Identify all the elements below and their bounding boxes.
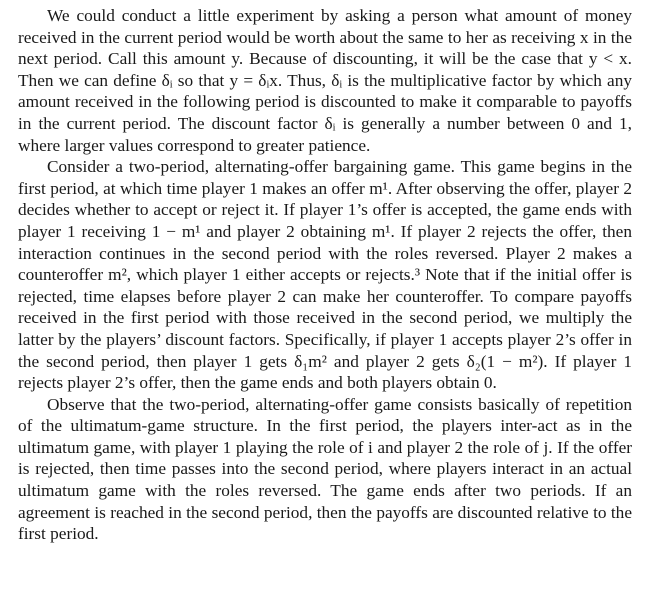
paragraph-discounting: We could conduct a little experiment by asking a person what amount of money received in the current period would be worth about the same to her as receiving x in the next period. Call this amount y. Because of discounting, it will be the case that y < x. Then we can define δᵢ so that y = δᵢx. Thus, δᵢ is the multiplicative factor by which any amount received in the following period is discounted to make it comparable to payoffs in the current period. The discount factor δᵢ is generally a number between 0 and 1, where larger values correspond to greater patience. <box>18 6 632 155</box>
paragraph-ultimatum-repetition: Observe that the two-period, alternating-offer game consists basically of repetition of the ultimatum-game structure. In the first period, the players inter-act as in the ultimatum game, with player 1 playing the role of i and player 2 the role of j. If the offer is rejected, then time passes into the second period, where players interact in an actual ultimatum game with the roles reversed. The game ends after two periods. If an agreement is reached in the second period, then the payoffs are discounted relative to the first period. <box>18 394 632 544</box>
document-body <box>18 5 632 545</box>
paragraph-bargaining-game: Consider a two-period, alternating-offer bargaining game. This game begins in the first period, at which time player 1 makes an offer m¹. After observing the offer, player 2 decides whether to accept or reject it. If player 1’s offer is accepted, the game ends with player 1 receiving 1 − m¹ and player 2 obtaining m¹. If player 2 rejects the offer, then interaction continues in the second period with the roles reversed. Player 2 makes a counteroffer m², which player 1 either accepts or rejects.³ Note that if the initial offer is rejected, time elapses before player 2 can make her counteroffer. To compare payoffs received in the first period with those received in the second period, we multiply the latter by the players’ discount factors. Specifically, if player 1 accepts player 2’s offer in the second period, then player 1 gets δ₁m² and player 2 gets δ₂(1 − m²). If player 1 rejects player 2’s offer, then the game ends and both players obtain 0. <box>18 157 632 393</box>
